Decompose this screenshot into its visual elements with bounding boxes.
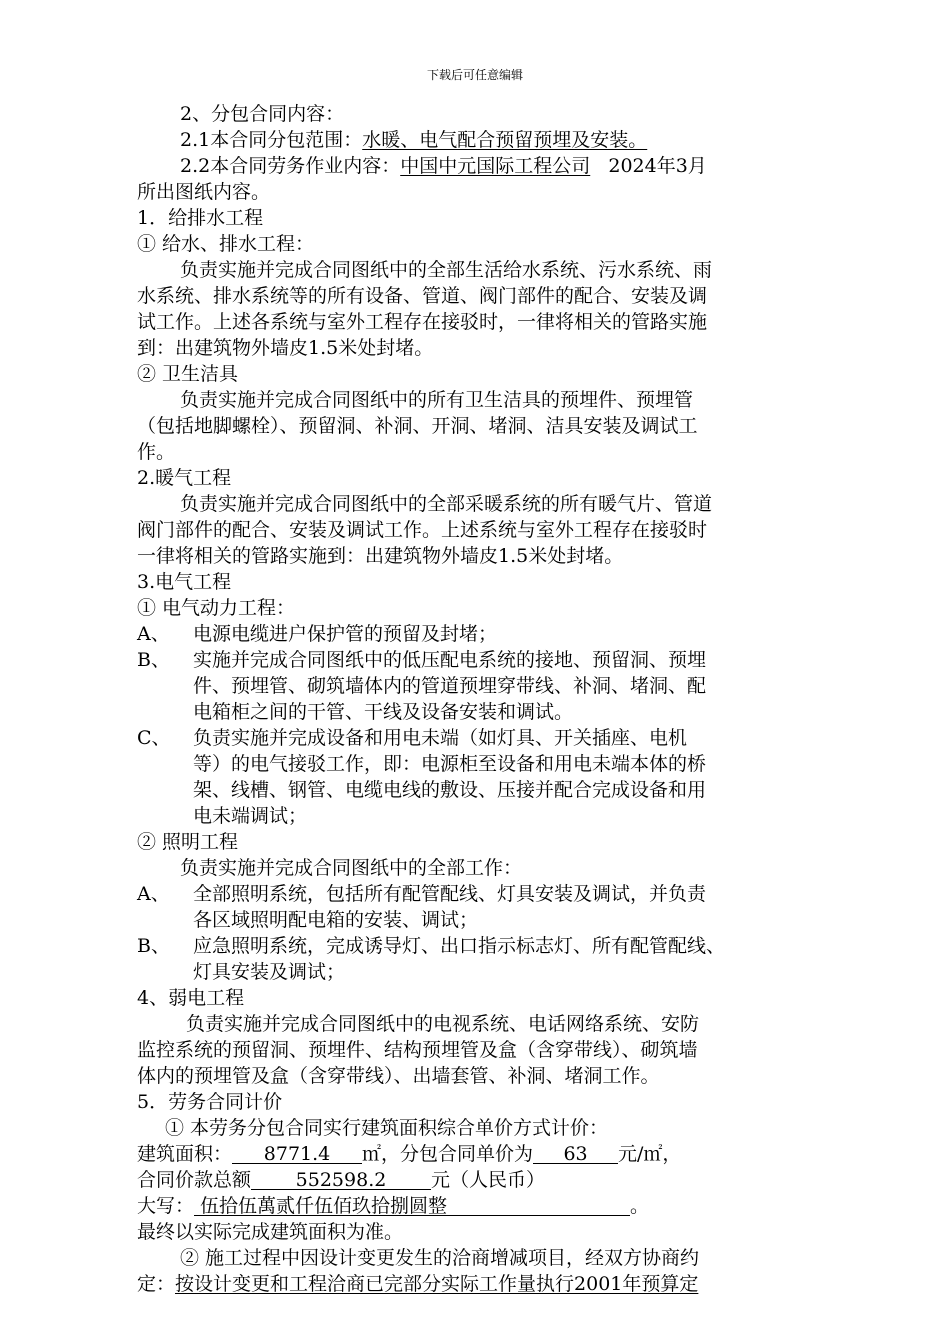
water-line: 试工作。上述各系统与室外工程存在接驳时，一律将相关的管路实施 (137, 311, 708, 333)
area-label: 建筑面积： (137, 1143, 233, 1165)
power-title: ① 电气动力工程： (137, 597, 296, 619)
list-text: 全部照明系统，包括所有配管配线、灯具安装及调试，并负责 (193, 883, 707, 905)
total-unit: 元（人民币） (431, 1169, 546, 1191)
area-unit: ㎡，分包合同单价为 (362, 1143, 534, 1165)
weak-line: 负责实施并完成合同图纸中的电视系统、电话网络系统、安防 (186, 1013, 700, 1035)
page-header: 下载后可任意编辑 (426, 68, 523, 82)
sanitary-line: 负责实施并完成合同图纸中的所有卫生洁具的预埋件、预埋管 (180, 389, 694, 411)
electrical-title: 3.电气工程 (137, 571, 232, 593)
capital-end: 。 (630, 1195, 650, 1217)
pricing-item-1: ① 本劳务分包合同实行建筑面积综合单价方式计价： (165, 1117, 609, 1139)
list-text: 架、线槽、钢管、电缆电线的敷设、压接并配合完成设备和用 (193, 779, 707, 801)
section-title: 2、分包合同内容： (180, 103, 345, 125)
total-value: 552598.2 (251, 1167, 431, 1190)
weak-line: 体内的预埋管及盒（含穿带线）、出墙套管、补洞、堵洞工作。 (137, 1065, 660, 1087)
list-text: 等）的电气接驳工作，即：电源柜至设备和用电未端本体的桥 (193, 753, 707, 775)
list-text: 灯具安装及调试； (193, 961, 346, 983)
water-line: 负责实施并完成合同图纸中的全部生活给水系统、污水系统、雨 (180, 259, 713, 281)
list-text: 各区域照明配电箱的安装、调试； (193, 909, 479, 931)
weak-line: 监控系统的预留洞、预埋件、结构预埋管及盒（含穿带线）、砌筑墙 (137, 1039, 698, 1061)
item2-label: 定： (137, 1273, 176, 1295)
list-marker: A、 (137, 883, 170, 905)
list-marker: C、 (137, 727, 171, 749)
heating-line: 一律将相关的管路实施到：出建筑物外墙皮1.5米处封堵。 (137, 545, 624, 567)
weak-title: 4、弱电工程 (137, 987, 245, 1009)
list-text: 电未端调试； (193, 805, 308, 827)
plumbing-title: 1．给排水工程 (137, 207, 264, 229)
list-text: 负责实施并完成设备和用电未端（如灯具、开关插座、电机 (193, 727, 688, 749)
list-text: 实施并完成合同图纸中的低压配电系统的接地、预留洞、预埋 (193, 649, 707, 671)
total-label: 合同价款总额 (137, 1169, 252, 1191)
area-line (137, 1141, 681, 1167)
list-marker: A、 (137, 623, 170, 645)
content-value: 中国中元国际工程公司 (400, 155, 591, 177)
list-marker: B、 (137, 649, 170, 671)
content-date: 2024年3月 (590, 155, 707, 177)
unit-price-value: 63 (533, 1141, 618, 1164)
lighting-intro: 负责实施并完成合同图纸中的全部工作： (180, 857, 523, 879)
area-value: 8771.4 (232, 1141, 362, 1164)
list-text: 电源电缆进户保护管的预留及封堵； (193, 623, 498, 645)
pricing-title: 5．劳务合同计价 (137, 1091, 283, 1113)
heating-title: 2.暖气工程 (137, 467, 232, 489)
list-text: 应急照明系统，完成诱导灯、出口指示标志灯、所有配管配线、 (193, 935, 726, 957)
scope-label: 2.1本合同分包范围： (180, 129, 363, 151)
capital-line (137, 1193, 649, 1219)
content-line (180, 153, 707, 179)
scope-line (180, 127, 647, 153)
water-line: 到：出建筑物外墙皮1.5米处封堵。 (137, 337, 434, 359)
capital-value: 伍拾伍萬贰仟伍佰玖拾捌圆整 (194, 1193, 630, 1216)
content-label: 2.2本合同劳务作业内容： (180, 155, 401, 177)
pricing-item-2: ② 施工过程中因设计变更发生的洽商增减项目，经双方协商约 (180, 1247, 700, 1269)
content-line-2: 所出图纸内容。 (137, 181, 271, 203)
total-line (137, 1167, 545, 1193)
final-note: 最终以实际完成建筑面积为准。 (137, 1221, 404, 1243)
unit-price-unit: 元/㎡， (618, 1143, 682, 1165)
sanitary-line: 作。 (137, 441, 176, 463)
pricing-item-2-cont (137, 1271, 698, 1297)
capital-label: 大写： (137, 1195, 195, 1217)
heating-line: 负责实施并完成合同图纸中的全部采暖系统的所有暖气片、管道 (180, 493, 713, 515)
list-text: 电箱柜之间的干管、干线及设备安装和调试。 (193, 701, 574, 723)
scope-value: 水暖、电气配合预留预埋及安装。 (362, 129, 648, 151)
water-line: 水系统、排水系统等的所有设备、管道、阀门部件的配合、安装及调 (137, 285, 708, 307)
heating-line: 阀门部件的配合、安装及调试工作。上述系统与室外工程存在接驳时 (137, 519, 708, 541)
water-title: ① 给水、排水工程： (137, 233, 315, 255)
sanitary-title: ② 卫生洁具 (137, 363, 239, 385)
item2-value: 按设计变更和工程洽商已完部分实际工作量执行2001年预算定 (175, 1273, 699, 1295)
list-marker: B、 (137, 935, 170, 957)
sanitary-line: （包括地脚螺栓）、预留洞、补洞、开洞、堵洞、洁具安装及调试工 (137, 415, 698, 437)
lighting-title: ② 照明工程 (137, 831, 239, 853)
list-text: 件、预埋管、砌筑墙体内的管道预埋穿带线、补洞、堵洞、配 (193, 675, 707, 697)
